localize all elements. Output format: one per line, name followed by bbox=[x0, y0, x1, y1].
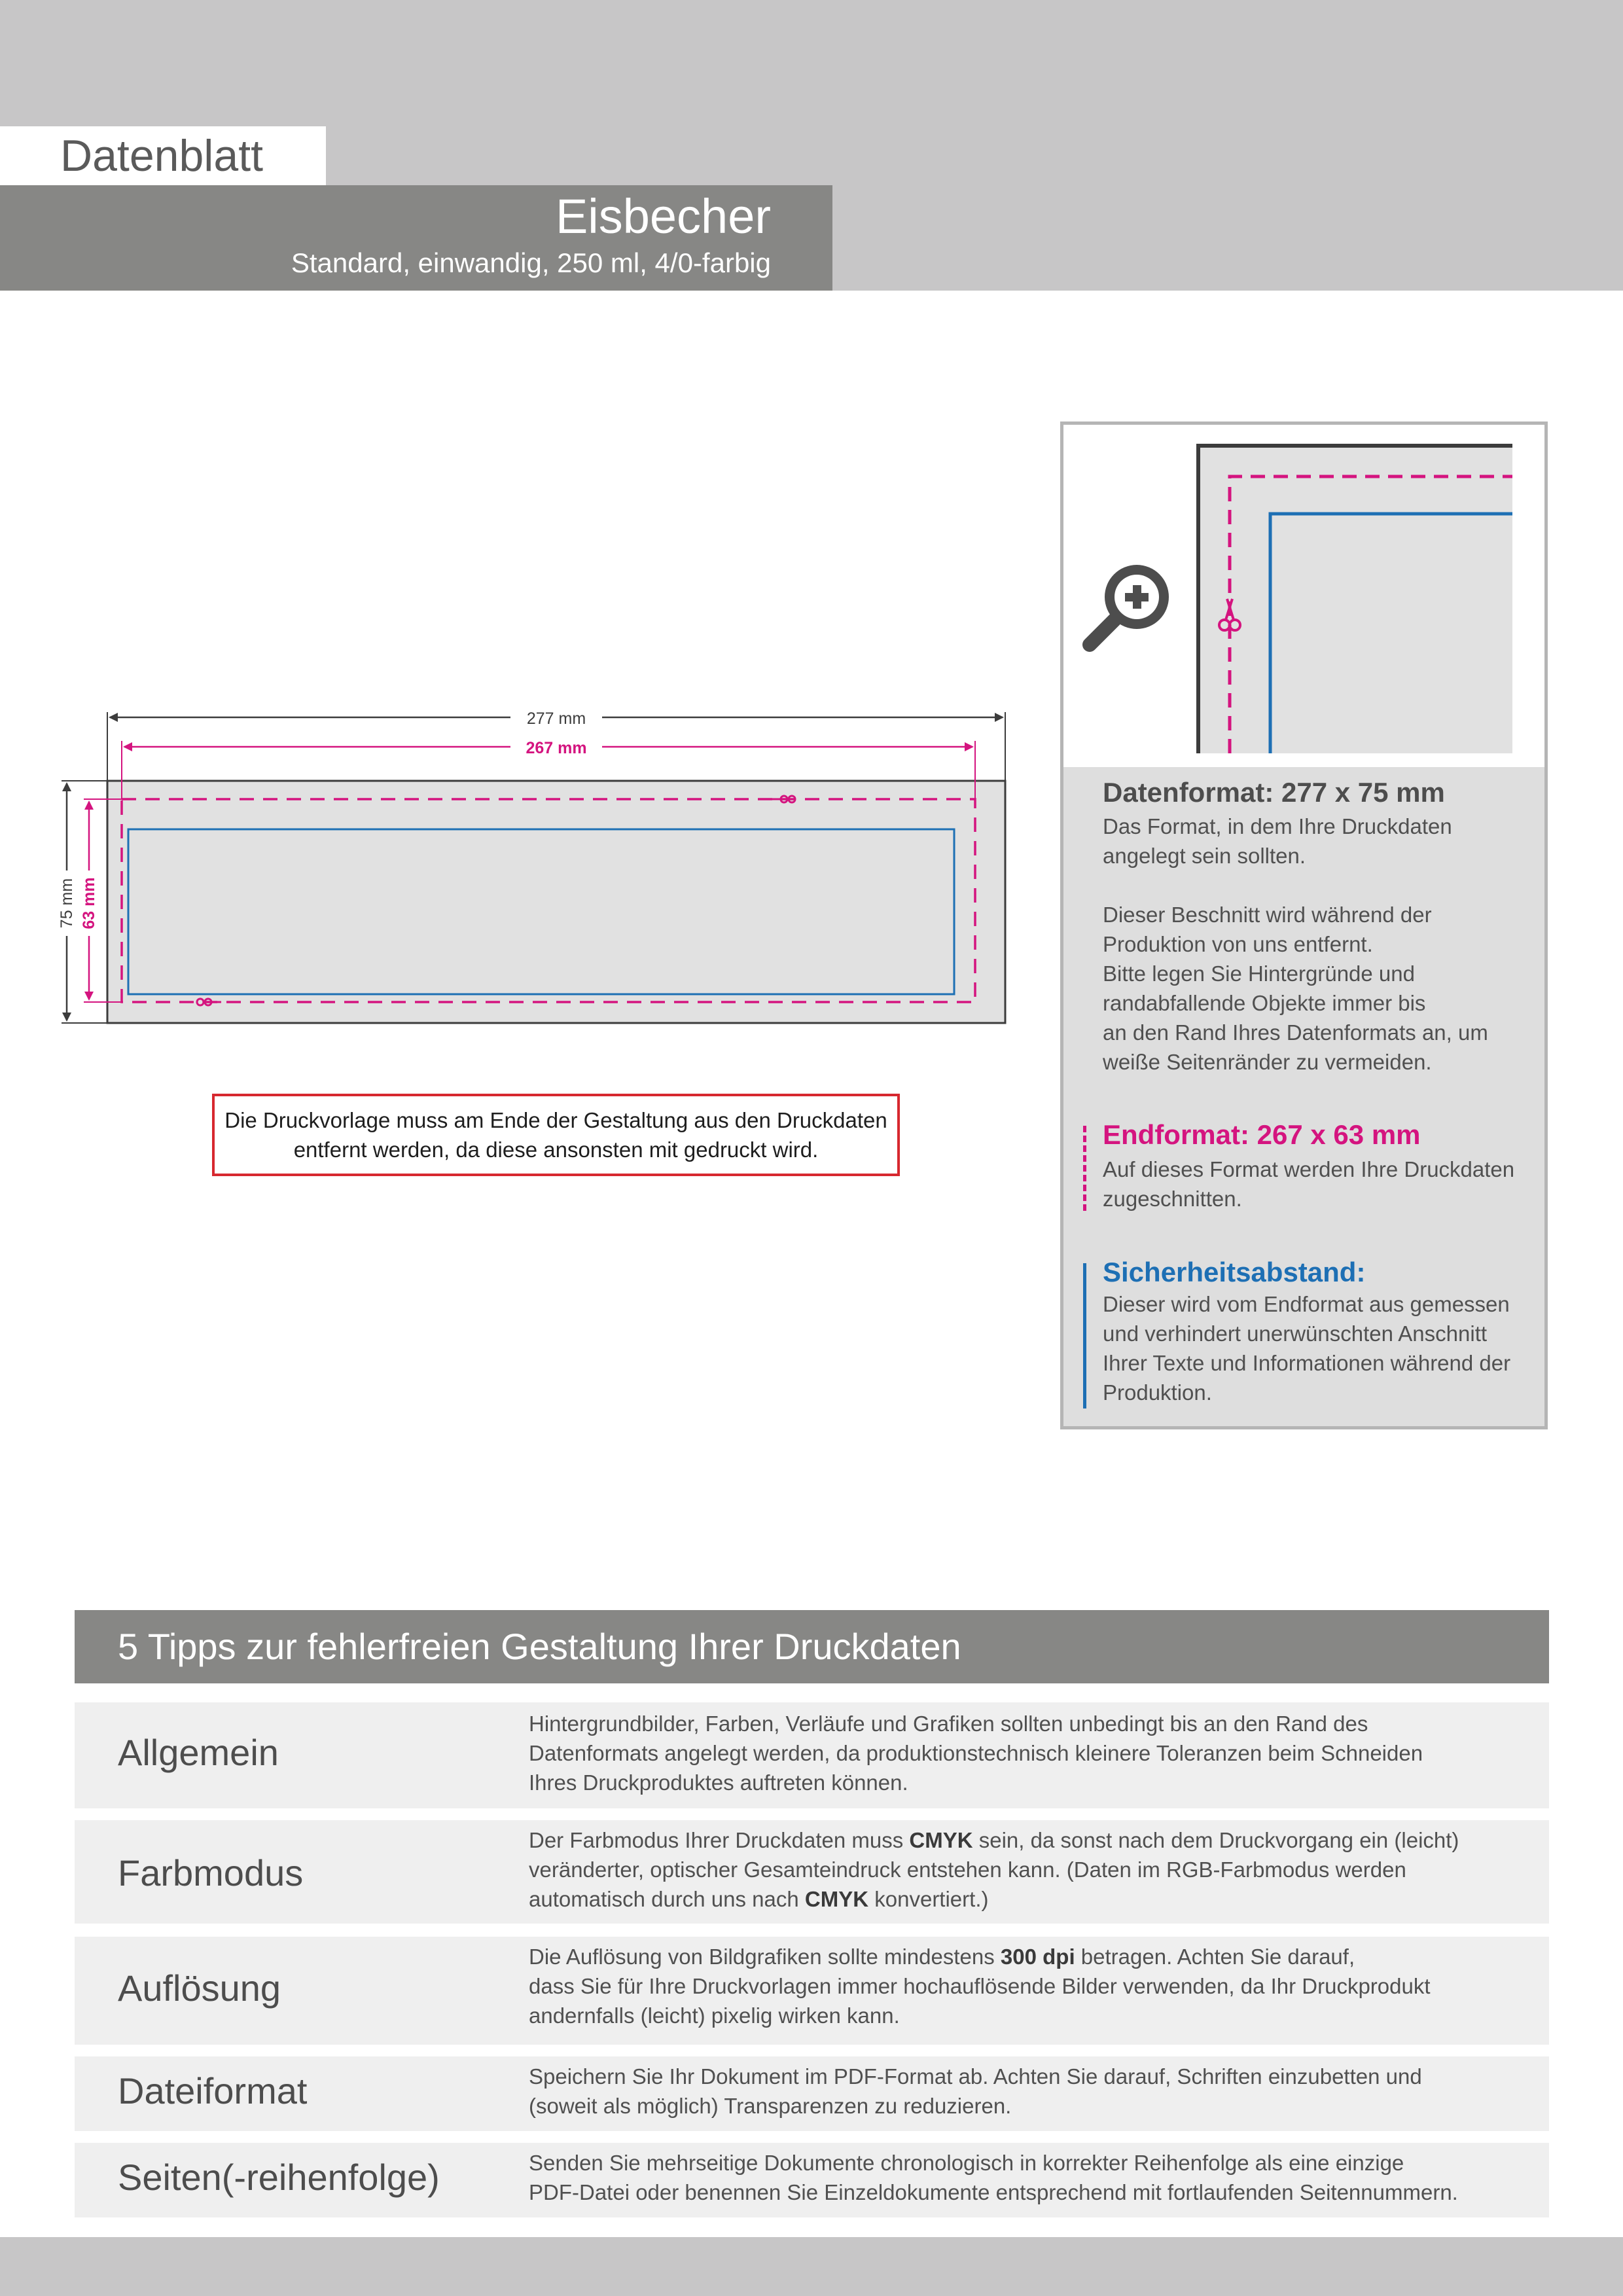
width-data-label: 277 mm bbox=[526, 709, 586, 728]
bottom-band bbox=[0, 2237, 1623, 2296]
datenformat-title: Datenformat: 277 x 75 mm bbox=[1103, 777, 1445, 808]
sicherheit-text: Dieser wird vom Endformat aus gemessen und verhindert unerwünschten Anschnitt Ihrer Texte und Informationen während der Produktion. bbox=[1103, 1292, 1511, 1405]
tip-label: Seiten(-reihenfolge) bbox=[118, 2157, 440, 2198]
format-info-panel bbox=[1060, 767, 1548, 1429]
endformat-title: Endformat: 267 x 63 mm bbox=[1103, 1119, 1421, 1150]
sicherheit-marker bbox=[1083, 1263, 1086, 1408]
notice-line-1: Die Druckvorlage muss am Ende der Gestaltung aus den Druckdaten bbox=[224, 1108, 887, 1132]
notice-line-2: entfernt werden, da diese ansonsten mit gedruckt wird. bbox=[293, 1138, 819, 1162]
width-final-label: 267 mm bbox=[526, 739, 587, 757]
tips-title: 5 Tipps zur fehlerfreien Gestaltung Ihrer Druckdaten bbox=[118, 1626, 961, 1667]
tip-text: Die Auflösung von Bildgrafiken sollte mindestens 300 dpi betragen. Achten Sie darauf, dass Sie für Ihre Druckvorlagen immer hochauflösende Bilder verwenden, da Ihr Druckprodukt andernfalls (leicht) pixelig wirken kann. bbox=[529, 1945, 1431, 2028]
tip-row-dateiformat bbox=[75, 2056, 1549, 2131]
height-final-label: 63 mm bbox=[80, 877, 98, 929]
tip-row-aufloesung bbox=[75, 1937, 1549, 2045]
tip-row-allgemein bbox=[75, 1702, 1549, 1808]
data-format-rect bbox=[107, 781, 1005, 1023]
tip-text: Senden Sie mehrseitige Dokumente chronologisch in korrekter Reihenfolge als eine einzige PDF-Datei oder benennen Sie Einzeldokumente entsprechend mit fortlaufenden Seitennummern. bbox=[529, 2151, 1458, 2204]
endformat-marker bbox=[1083, 1126, 1086, 1211]
removal-notice bbox=[212, 1094, 900, 1176]
tip-text: Der Farbmodus Ihrer Druckdaten muss CMYK sein, da sonst nach dem Druckvorgang ein (leicht) veränderter, optischer Gesamteindruck entstehen kann. (Daten im RGB-Farbmodus werden automatisch durch uns nach CMYK konvertiert.) bbox=[529, 1828, 1459, 1911]
tip-label: Dateiformat bbox=[118, 2070, 308, 2111]
zoom-detail-panel bbox=[1060, 422, 1548, 775]
tip-label: Farbmodus bbox=[118, 1852, 304, 1893]
beschnitt-text: Dieser Beschnitt wird während der Produktion von uns entfernt. Bitte legen Sie Hintergründe und randabfallende Objekte immer bis an den Rand Ihres Datenformats an, um weiße Seitenränder zu vermeiden. bbox=[1103, 903, 1488, 1074]
tip-label: Allgemein bbox=[118, 1732, 279, 1773]
zoom-in-icon bbox=[1090, 565, 1169, 645]
product-name: Eisbecher bbox=[555, 189, 771, 243]
zoom-data-corner bbox=[1198, 446, 1512, 753]
tip-row-seiten bbox=[75, 2143, 1549, 2217]
product-spec: Standard, einwandig, 250 ml, 4/0-farbig bbox=[291, 247, 771, 278]
height-data-label: 75 mm bbox=[58, 878, 76, 929]
sicherheit-title: Sicherheitsabstand: bbox=[1103, 1257, 1366, 1287]
datenformat-text: Das Format, in dem Ihre Druckdaten angelegt sein sollten. bbox=[1103, 814, 1452, 868]
doc-type-title: Datenblatt bbox=[60, 131, 263, 181]
tip-label: Auflösung bbox=[118, 1967, 281, 2009]
tip-row-farbmodus bbox=[75, 1820, 1549, 1924]
endformat-text: Auf dieses Format werden Ihre Druckdaten zugeschnitten. bbox=[1103, 1157, 1515, 1211]
tip-text: Speichern Sie Ihr Dokument im PDF-Format ab. Achten Sie darauf, Schriften einzubetten und (soweit als möglich) Transparenzen zu reduzieren. bbox=[529, 2064, 1422, 2118]
format-drawing bbox=[0, 694, 1047, 1060]
tip-text: Hintergrundbilder, Farben, Verläufe und Grafiken sollten unbedingt bis an den Rand des Datenformats angelegt werden, da produktionstechnisch kleinere Toleranzen beim Schneiden Ihres Druckproduktes auftreten können. bbox=[529, 1712, 1423, 1795]
